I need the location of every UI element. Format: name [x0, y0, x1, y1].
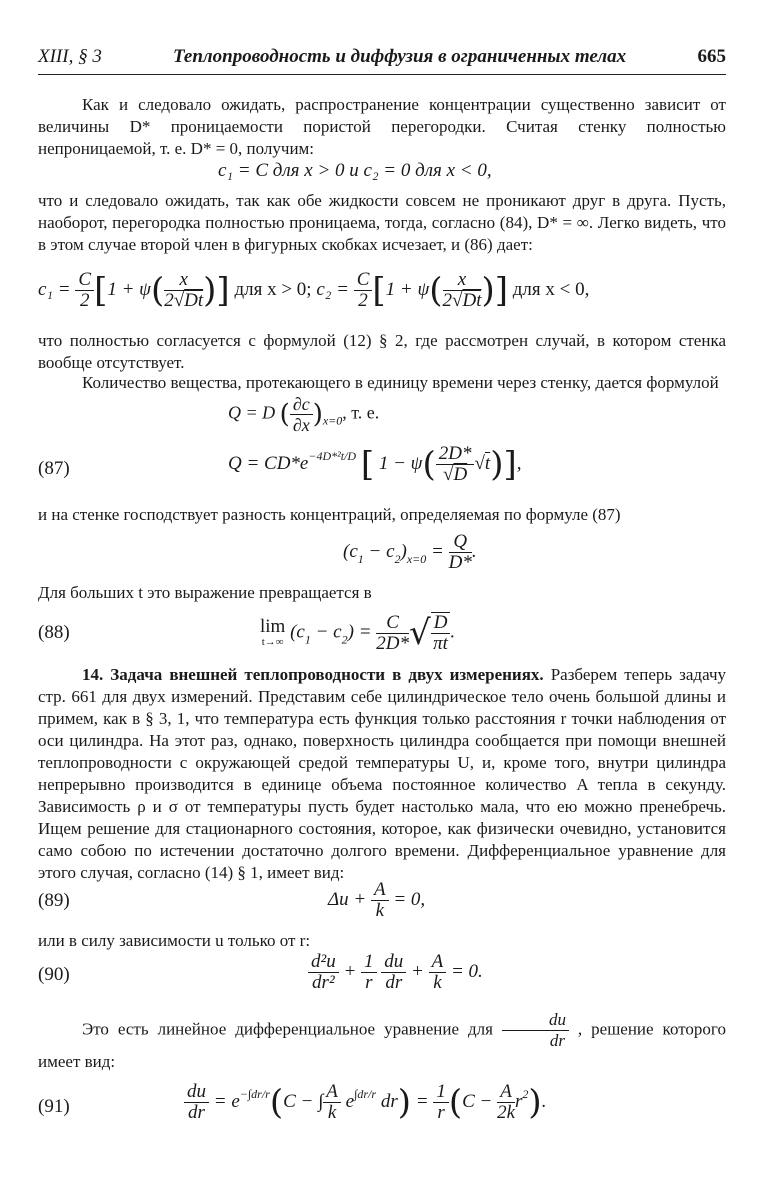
paragraph-3: что полностью согласуется с формулой (12) § 2, где рассмотрен случай, в котором стенка вообще отсутствует.: [38, 331, 726, 372]
equation-87: (87) $Q = CD*e^{-4D*^2t/D}$ [ 1 − ψ( $\frac{2D*}{√D}$ √t)],: [38, 443, 522, 485]
equation-90: (90) $\frac{\text{d²u}}{\text{dr²}}$ + $\frac{1}{r}$ $\frac{du}{dr}$ + $\frac{A}{k}$ = 0.: [38, 951, 483, 993]
paragraph-7: 14. Задача внешней теплопроводности в двух измерениях. Разберем теперь задачу стр. 661 для двух измерений. Представим себе цилиндрическое тело очень большой длины и примем, как в § 3, 1, что температура есть функция только расстояния r точки наблюдения от оси цилиндра. На этот раз, однако, поверхность цилиндра сообщается при помощи внешней теплопроводности с окружающей средой температуры U, и, кроме того, внутри цилиндра непрерывно производится в единице объема постоянное количество A тепла в секунду. Зависимость ρ и σ от температуры пусть будет настолько мала, что ею можно пренебречь. Ищем решение для стационарного состояния, которое, как физически очевидно, установится само собою по истечении достаточно долгого времени. Дифференциальное уравнение для этого случая, согласно (14) § 1, имеет вид:: [38, 665, 726, 882]
running-title: Теплопроводность и диффузия в ограниченных телах: [173, 46, 627, 67]
equation-q-def: Q = D ( $\frac{\partial c}{\partial x}$ )$_{x=0}$, т. е.: [228, 394, 380, 435]
equation-c1-c2: c₁ = $\frac{C}{2}$ [1 + ψ( $\frac{x}{2√Dt}$ )] для x > 0; c₂ = $\frac{C}{2}$ [1 + ψ( $\frac{x}{2√Dt}$ )] для x < 0,: [38, 269, 590, 311]
page-number: 665: [697, 46, 726, 67]
paragraph-8: или в силу зависимости u только от r:: [38, 931, 311, 950]
equation-c-impermeable: c₁ = C для x > 0 и c₂ = 0 для x < 0,: [218, 160, 492, 181]
equation-88: (88) lim t→∞ $(c_1 - c_2)$ = $\frac{C}{2D*}$ √ $\frac{D}{\pi t}$ .: [38, 611, 456, 654]
equation-89: (89) Δu + $\frac{A}{k}$ = 0,: [38, 879, 426, 921]
paragraph-5: и на стенке господствует разность концентраций, определяемая по формуле (87): [38, 505, 621, 524]
equation-concentration-difference: $(c_1 - c_2)_{x=0}$ = $\frac{Q}{D*}$ .: [343, 531, 477, 573]
equation-91: (91) $\frac{du}{dr}$ = $e^{-\int dr/r}(C$ − ∫ $\frac{A}{k}$ $e^{\int dr/r}$ dr) = $\frac{1}{r}$ (C − $\frac{A}{2k}$ $r^2$).: [38, 1081, 547, 1123]
paragraph-9: Это есть линейное дифференциальное уравнение для $\frac{du}{dr}$ , решение которого имеет вид:: [38, 1010, 726, 1071]
paragraph-2: что и следовало ожидать, так как обе жидкости совсем не проникают друг в друга. Пусть, наоборот, перегородка полностью проницаема, тогда, согласно (84), D* = ∞. Легко видеть, что в этом случае второй член в фигурных скобках исчезает, и (86) дает:: [38, 191, 726, 254]
paragraph-1: Как и следовало ожидать, распространение концентрации существенно зависит от величины D* проницаемости пористой перегородки. Считая стенку полностью непроницаемой, т. е. D* = 0, получим:: [38, 95, 726, 158]
section-number: XIII, § 3: [38, 46, 102, 67]
paragraph-4: Количество вещества, протекающего в единицу времени через стенку, дается формулой: [82, 373, 719, 392]
section-heading: 14. Задача внешней теплопроводности в двух измерениях.: [82, 665, 544, 684]
running-header: [38, 44, 726, 75]
paragraph-6: Для больших t это выражение превращается в: [38, 583, 372, 602]
